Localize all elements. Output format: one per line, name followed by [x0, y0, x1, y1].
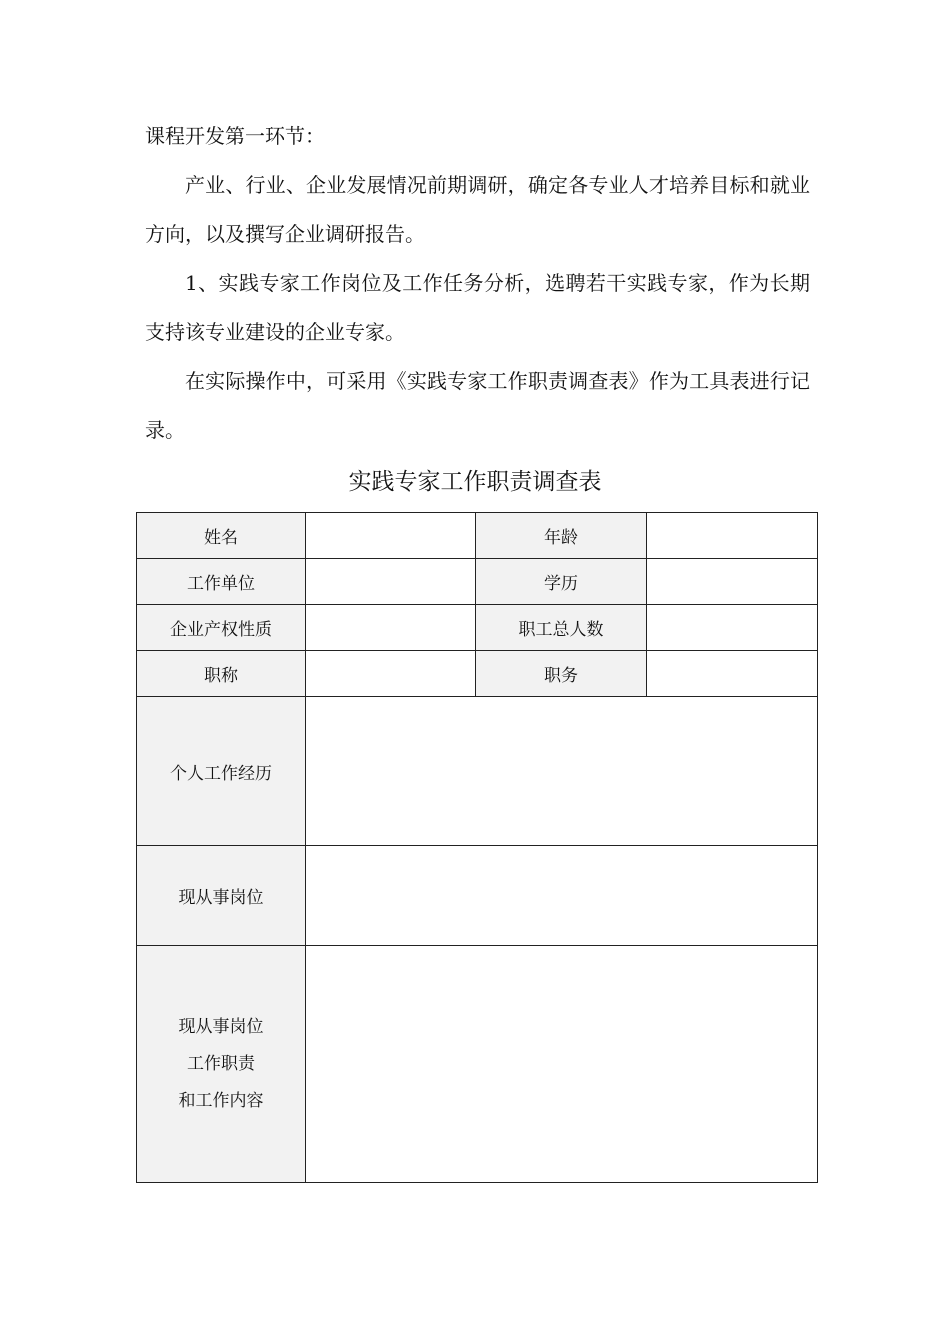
table-row — [137, 697, 818, 846]
job-position-field[interactable] — [647, 651, 818, 697]
current-position-label: 现从事岗位 — [137, 846, 306, 946]
table-row — [137, 946, 818, 1183]
education-field[interactable] — [647, 559, 818, 605]
job-position-label: 职务 — [476, 651, 647, 697]
education-label: 学历 — [476, 559, 647, 605]
section-heading: 课程开发第一环节： — [145, 124, 325, 148]
total-staff-label: 职工总人数 — [476, 605, 647, 651]
employer-label: 工作单位 — [137, 559, 306, 605]
table-row — [137, 651, 818, 697]
table-row — [137, 605, 818, 651]
expert-duty-survey-table — [136, 512, 818, 1183]
paragraph-research: 产业、行业、企业发展情况前期调研，确定各专业人才培养目标和就业方向，以及撰写企业调研报告。 — [145, 173, 810, 246]
name-field[interactable] — [306, 513, 476, 559]
table-row — [137, 559, 818, 605]
name-label: 姓名 — [137, 513, 306, 559]
duties-label-line: 和工作内容 — [178, 1090, 264, 1111]
ownership-type-label: 企业产权性质 — [137, 605, 306, 651]
total-staff-field[interactable] — [647, 605, 818, 651]
paragraph-expert-analysis: 1、实践专家工作岗位及工作任务分析，选聘若干实践专家，作为长期支持该专业建设的企业专家。 — [145, 271, 810, 344]
professional-title-field[interactable] — [306, 651, 476, 697]
current-position-field[interactable] — [306, 846, 818, 946]
age-label: 年龄 — [476, 513, 647, 559]
paragraph-tool-note: 在实际操作中，可采用《实践专家工作职责调查表》作为工具表进行记录。 — [145, 369, 810, 442]
employer-field[interactable] — [306, 559, 476, 605]
work-history-field[interactable] — [306, 697, 818, 846]
work-history-label: 个人工作经历 — [137, 697, 306, 846]
table-title: 实践专家工作职责调查表 — [348, 469, 602, 495]
professional-title-label: 职称 — [137, 651, 306, 697]
duties-label-line: 工作职责 — [187, 1053, 255, 1074]
duties-label — [137, 946, 306, 1183]
duties-field[interactable] — [306, 946, 818, 1183]
table-row — [137, 513, 818, 559]
duties-label-line: 现从事岗位 — [178, 1016, 264, 1037]
ownership-type-field[interactable] — [306, 605, 476, 651]
age-field[interactable] — [647, 513, 818, 559]
table-row — [137, 846, 818, 946]
